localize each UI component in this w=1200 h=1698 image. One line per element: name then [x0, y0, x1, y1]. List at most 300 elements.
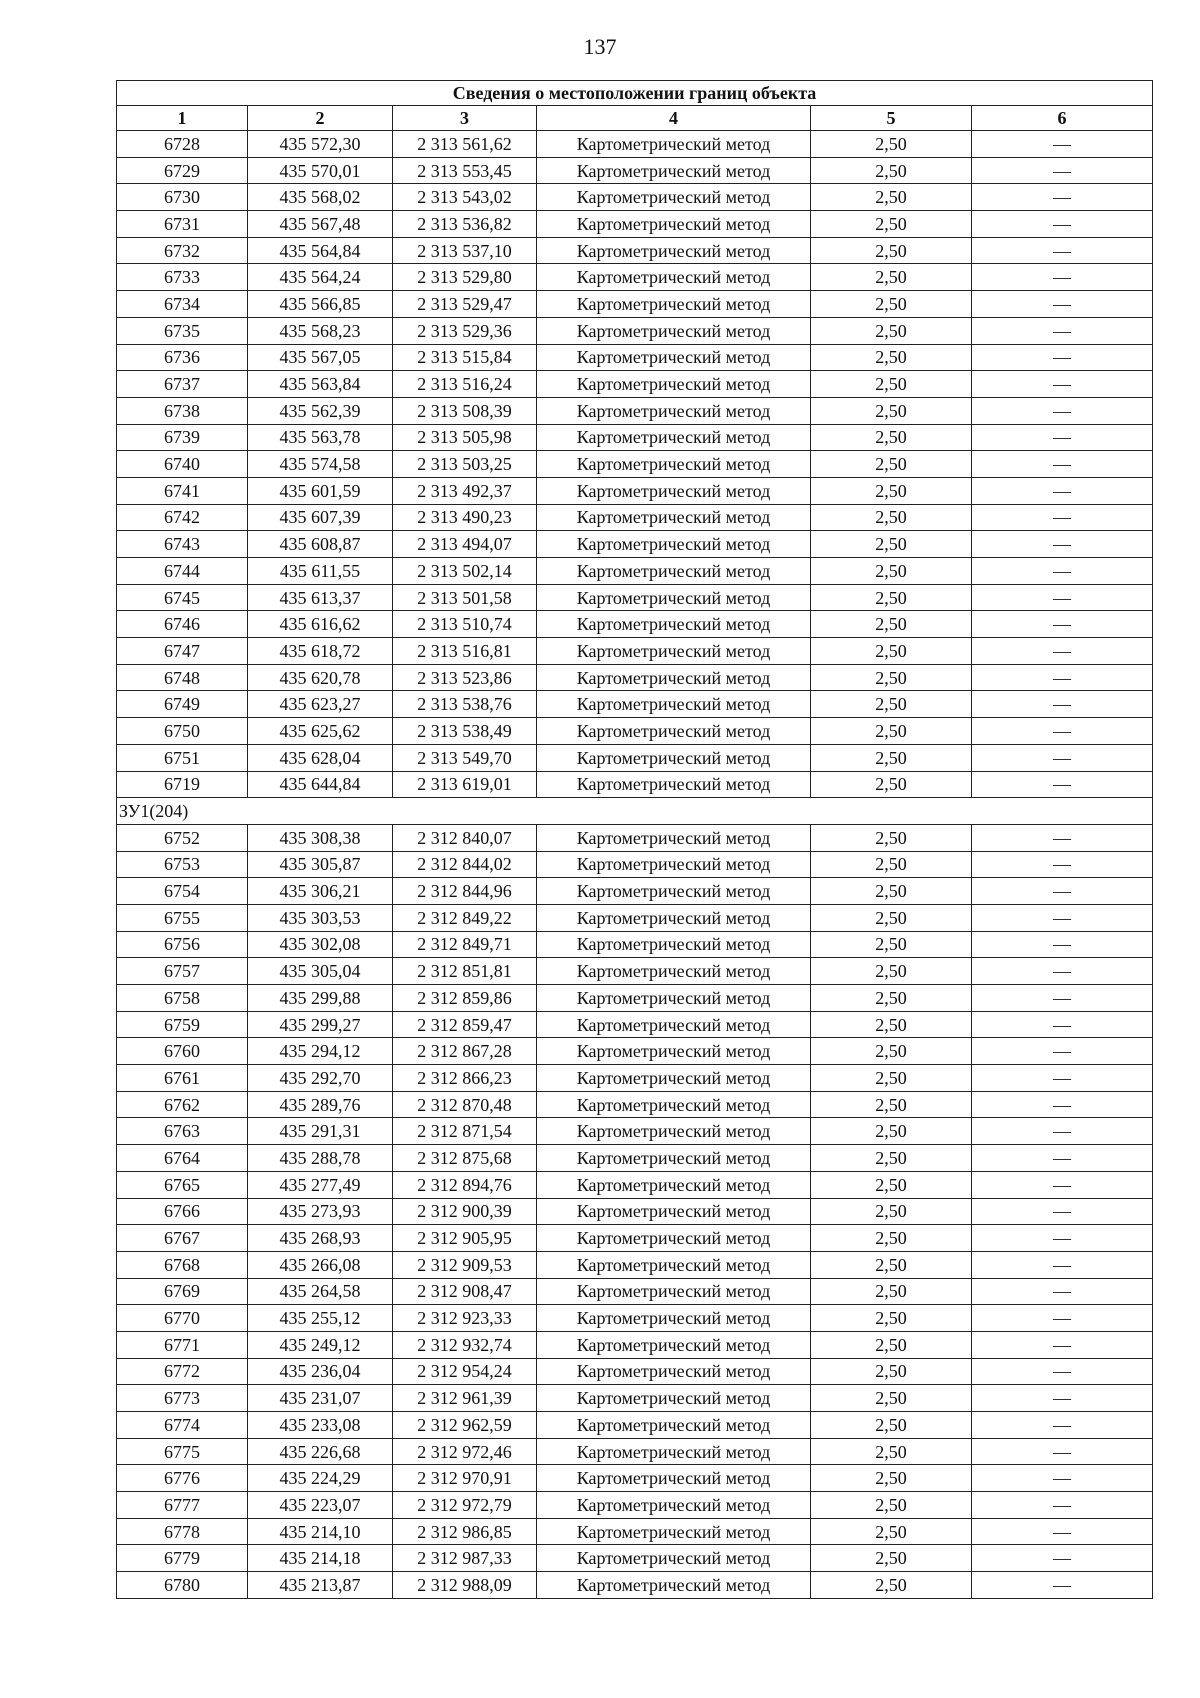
table-header-row	[117, 106, 1153, 131]
table-row	[117, 371, 1153, 398]
table-row	[117, 611, 1153, 638]
x-coordinate-cell: 435 613,37	[248, 584, 393, 611]
method-cell: Картометрический метод	[537, 1091, 811, 1118]
table-row	[117, 1358, 1153, 1385]
point-number-cell: 6742	[117, 504, 248, 531]
y-coordinate-cell: 2 312 875,68	[393, 1145, 537, 1172]
method-cell: Картометрический метод	[537, 878, 811, 905]
description-cell: —	[972, 157, 1153, 184]
accuracy-cell: 2,50	[811, 878, 972, 905]
accuracy-cell: 2,50	[811, 558, 972, 585]
y-coordinate-cell: 2 313 494,07	[393, 531, 537, 558]
method-cell: Картометрический метод	[537, 1145, 811, 1172]
y-coordinate-cell: 2 312 909,53	[393, 1251, 537, 1278]
method-cell: Картометрический метод	[537, 424, 811, 451]
method-cell: Картометрический метод	[537, 904, 811, 931]
x-coordinate-cell: 435 236,04	[248, 1358, 393, 1385]
description-cell: —	[972, 985, 1153, 1012]
table-row	[117, 1145, 1153, 1172]
description-cell: —	[972, 477, 1153, 504]
accuracy-cell: 2,50	[811, 1225, 972, 1252]
y-coordinate-cell: 2 312 986,85	[393, 1518, 537, 1545]
point-number-cell: 6735	[117, 317, 248, 344]
point-number-cell: 6759	[117, 1011, 248, 1038]
table-row	[117, 1492, 1153, 1519]
y-coordinate-cell: 2 312 905,95	[393, 1225, 537, 1252]
point-number-cell: 6775	[117, 1438, 248, 1465]
method-cell: Картометрический метод	[537, 504, 811, 531]
table-row	[117, 985, 1153, 1012]
x-coordinate-cell: 435 607,39	[248, 504, 393, 531]
x-coordinate-cell: 435 224,29	[248, 1465, 393, 1492]
table-row	[117, 718, 1153, 745]
description-cell: —	[972, 1065, 1153, 1092]
method-cell: Картометрический метод	[537, 638, 811, 665]
x-coordinate-cell: 435 302,08	[248, 931, 393, 958]
point-number-cell: 6760	[117, 1038, 248, 1065]
point-number-cell: 6765	[117, 1171, 248, 1198]
x-coordinate-cell: 435 625,62	[248, 718, 393, 745]
point-number-cell: 6766	[117, 1198, 248, 1225]
x-coordinate-cell: 435 563,84	[248, 371, 393, 398]
x-coordinate-cell: 435 255,12	[248, 1305, 393, 1332]
accuracy-cell: 2,50	[811, 1465, 972, 1492]
table-row	[117, 157, 1153, 184]
point-number-cell: 6748	[117, 664, 248, 691]
accuracy-cell: 2,50	[811, 1198, 972, 1225]
method-cell: Картометрический метод	[537, 237, 811, 264]
x-coordinate-cell: 435 564,24	[248, 264, 393, 291]
point-number-cell: 6745	[117, 584, 248, 611]
point-number-cell: 6761	[117, 1065, 248, 1092]
description-cell: —	[972, 1091, 1153, 1118]
point-number-cell: 6737	[117, 371, 248, 398]
point-number-cell: 6741	[117, 477, 248, 504]
point-number-cell: 6749	[117, 691, 248, 718]
x-coordinate-cell: 435 266,08	[248, 1251, 393, 1278]
point-number-cell: 6736	[117, 344, 248, 371]
x-coordinate-cell: 435 566,85	[248, 291, 393, 318]
description-cell: —	[972, 851, 1153, 878]
accuracy-cell: 2,50	[811, 451, 972, 478]
description-cell: —	[972, 531, 1153, 558]
method-cell: Картометрический метод	[537, 397, 811, 424]
table-row	[117, 824, 1153, 851]
table-row	[117, 1251, 1153, 1278]
point-number-cell: 6762	[117, 1091, 248, 1118]
x-coordinate-cell: 435 618,72	[248, 638, 393, 665]
accuracy-cell: 2,50	[811, 1118, 972, 1145]
y-coordinate-cell: 2 312 923,33	[393, 1305, 537, 1332]
method-cell: Картометрический метод	[537, 985, 811, 1012]
table-row	[117, 344, 1153, 371]
point-number-cell: 6740	[117, 451, 248, 478]
point-number-cell: 6780	[117, 1572, 248, 1599]
point-number-cell: 6731	[117, 211, 248, 238]
method-cell: Картометрический метод	[537, 371, 811, 398]
y-coordinate-cell: 2 313 529,36	[393, 317, 537, 344]
point-number-cell: 6764	[117, 1145, 248, 1172]
table-row	[117, 931, 1153, 958]
x-coordinate-cell: 435 601,59	[248, 477, 393, 504]
x-coordinate-cell: 435 277,49	[248, 1171, 393, 1198]
description-cell: —	[972, 397, 1153, 424]
point-number-cell: 6730	[117, 184, 248, 211]
x-coordinate-cell: 435 305,87	[248, 851, 393, 878]
y-coordinate-cell: 2 312 972,79	[393, 1492, 537, 1519]
method-cell: Картометрический метод	[537, 1011, 811, 1038]
method-cell: Картометрический метод	[537, 1385, 811, 1412]
x-coordinate-cell: 435 306,21	[248, 878, 393, 905]
description-cell: —	[972, 1492, 1153, 1519]
point-number-cell: 6752	[117, 824, 248, 851]
y-coordinate-cell: 2 312 866,23	[393, 1065, 537, 1092]
accuracy-cell: 2,50	[811, 531, 972, 558]
method-cell: Картометрический метод	[537, 477, 811, 504]
description-cell: —	[972, 1038, 1153, 1065]
table-row	[117, 904, 1153, 931]
x-coordinate-cell: 435 294,12	[248, 1038, 393, 1065]
point-number-cell: 6779	[117, 1545, 248, 1572]
x-coordinate-cell: 435 288,78	[248, 1145, 393, 1172]
method-cell: Картометрический метод	[537, 958, 811, 985]
description-cell: —	[972, 317, 1153, 344]
x-coordinate-cell: 435 567,48	[248, 211, 393, 238]
table-row	[117, 1518, 1153, 1545]
x-coordinate-cell: 435 305,04	[248, 958, 393, 985]
y-coordinate-cell: 2 312 970,91	[393, 1465, 537, 1492]
description-cell: —	[972, 1171, 1153, 1198]
description-cell: —	[972, 451, 1153, 478]
y-coordinate-cell: 2 312 988,09	[393, 1572, 537, 1599]
table-row	[117, 851, 1153, 878]
y-coordinate-cell: 2 313 490,23	[393, 504, 537, 531]
description-cell: —	[972, 584, 1153, 611]
table-row	[117, 1091, 1153, 1118]
point-number-cell: 6756	[117, 931, 248, 958]
method-cell: Картометрический метод	[537, 824, 811, 851]
column-header: 2	[248, 106, 393, 131]
y-coordinate-cell: 2 312 859,86	[393, 985, 537, 1012]
description-cell: —	[972, 611, 1153, 638]
table-row	[117, 744, 1153, 771]
description-cell: —	[972, 1198, 1153, 1225]
column-header: 4	[537, 106, 811, 131]
column-header: 3	[393, 106, 537, 131]
y-coordinate-cell: 2 312 894,76	[393, 1171, 537, 1198]
accuracy-cell: 2,50	[811, 317, 972, 344]
accuracy-cell: 2,50	[811, 1572, 972, 1599]
table-row	[117, 424, 1153, 451]
description-cell: —	[972, 237, 1153, 264]
section-row	[117, 798, 1153, 825]
y-coordinate-cell: 2 312 851,81	[393, 958, 537, 985]
method-cell: Картометрический метод	[537, 1171, 811, 1198]
table-row	[117, 1225, 1153, 1252]
point-number-cell: 6743	[117, 531, 248, 558]
y-coordinate-cell: 2 313 538,49	[393, 718, 537, 745]
x-coordinate-cell: 435 233,08	[248, 1412, 393, 1439]
accuracy-cell: 2,50	[811, 1518, 972, 1545]
x-coordinate-cell: 435 574,58	[248, 451, 393, 478]
description-cell: —	[972, 1358, 1153, 1385]
point-number-cell: 6770	[117, 1305, 248, 1332]
method-cell: Картометрический метод	[537, 1492, 811, 1519]
x-coordinate-cell: 435 628,04	[248, 744, 393, 771]
accuracy-cell: 2,50	[811, 371, 972, 398]
method-cell: Картометрический метод	[537, 584, 811, 611]
point-number-cell: 6763	[117, 1118, 248, 1145]
point-number-cell: 6754	[117, 878, 248, 905]
y-coordinate-cell: 2 312 908,47	[393, 1278, 537, 1305]
accuracy-cell: 2,50	[811, 237, 972, 264]
accuracy-cell: 2,50	[811, 985, 972, 1012]
table-row	[117, 1011, 1153, 1038]
y-coordinate-cell: 2 312 900,39	[393, 1198, 537, 1225]
table-row	[117, 1331, 1153, 1358]
table-title: Сведения о местоположении границ объекта	[117, 81, 1153, 106]
method-cell: Картометрический метод	[537, 1038, 811, 1065]
x-coordinate-cell: 435 567,05	[248, 344, 393, 371]
accuracy-cell: 2,50	[811, 904, 972, 931]
y-coordinate-cell: 2 312 867,28	[393, 1038, 537, 1065]
x-coordinate-cell: 435 299,27	[248, 1011, 393, 1038]
table-row	[117, 1305, 1153, 1332]
accuracy-cell: 2,50	[811, 1038, 972, 1065]
accuracy-cell: 2,50	[811, 824, 972, 851]
point-number-cell: 6744	[117, 558, 248, 585]
method-cell: Картометрический метод	[537, 771, 811, 798]
point-number-cell: 6732	[117, 237, 248, 264]
x-coordinate-cell: 435 268,93	[248, 1225, 393, 1252]
y-coordinate-cell: 2 312 849,71	[393, 931, 537, 958]
table-row	[117, 211, 1153, 238]
x-coordinate-cell: 435 226,68	[248, 1438, 393, 1465]
table-row	[117, 1438, 1153, 1465]
x-coordinate-cell: 435 299,88	[248, 985, 393, 1012]
x-coordinate-cell: 435 273,93	[248, 1198, 393, 1225]
method-cell: Картометрический метод	[537, 1518, 811, 1545]
y-coordinate-cell: 2 313 492,37	[393, 477, 537, 504]
table-row	[117, 1278, 1153, 1305]
point-number-cell: 6758	[117, 985, 248, 1012]
table-row	[117, 264, 1153, 291]
table-row	[117, 504, 1153, 531]
description-cell: —	[972, 958, 1153, 985]
y-coordinate-cell: 2 312 972,46	[393, 1438, 537, 1465]
x-coordinate-cell: 435 223,07	[248, 1492, 393, 1519]
method-cell: Картометрический метод	[537, 611, 811, 638]
description-cell: —	[972, 638, 1153, 665]
x-coordinate-cell: 435 563,78	[248, 424, 393, 451]
table-row	[117, 1385, 1153, 1412]
method-cell: Картометрический метод	[537, 1465, 811, 1492]
boundary-coordinates-table	[116, 80, 1153, 1599]
accuracy-cell: 2,50	[811, 131, 972, 158]
x-coordinate-cell: 435 291,31	[248, 1118, 393, 1145]
table-row	[117, 958, 1153, 985]
x-coordinate-cell: 435 562,39	[248, 397, 393, 424]
table-row	[117, 771, 1153, 798]
page-number: 137	[583, 34, 617, 59]
x-coordinate-cell: 435 214,10	[248, 1518, 393, 1545]
method-cell: Картометрический метод	[537, 1225, 811, 1252]
method-cell: Картометрический метод	[537, 1278, 811, 1305]
y-coordinate-cell: 2 312 987,33	[393, 1545, 537, 1572]
table-row	[117, 451, 1153, 478]
accuracy-cell: 2,50	[811, 1492, 972, 1519]
table-row	[117, 291, 1153, 318]
table-row	[117, 1465, 1153, 1492]
method-cell: Картометрический метод	[537, 1412, 811, 1439]
point-number-cell: 6733	[117, 264, 248, 291]
method-cell: Картометрический метод	[537, 718, 811, 745]
table-row	[117, 1171, 1153, 1198]
point-number-cell: 6755	[117, 904, 248, 931]
method-cell: Картометрический метод	[537, 851, 811, 878]
method-cell: Картометрический метод	[537, 1198, 811, 1225]
point-number-cell: 6719	[117, 771, 248, 798]
description-cell: —	[972, 1545, 1153, 1572]
y-coordinate-cell: 2 313 529,47	[393, 291, 537, 318]
y-coordinate-cell: 2 313 516,24	[393, 371, 537, 398]
description-cell: —	[972, 131, 1153, 158]
y-coordinate-cell: 2 312 844,96	[393, 878, 537, 905]
table-row	[117, 237, 1153, 264]
y-coordinate-cell: 2 313 516,81	[393, 638, 537, 665]
description-cell: —	[972, 1305, 1153, 1332]
y-coordinate-cell: 2 312 932,74	[393, 1331, 537, 1358]
table-row	[117, 664, 1153, 691]
point-number-cell: 6729	[117, 157, 248, 184]
x-coordinate-cell: 435 568,02	[248, 184, 393, 211]
y-coordinate-cell: 2 313 503,25	[393, 451, 537, 478]
x-coordinate-cell: 435 308,38	[248, 824, 393, 851]
method-cell: Картометрический метод	[537, 1438, 811, 1465]
accuracy-cell: 2,50	[811, 1305, 972, 1332]
x-coordinate-cell: 435 608,87	[248, 531, 393, 558]
y-coordinate-cell: 2 313 619,01	[393, 771, 537, 798]
method-cell: Картометрический метод	[537, 531, 811, 558]
description-cell: —	[972, 1225, 1153, 1252]
accuracy-cell: 2,50	[811, 477, 972, 504]
accuracy-cell: 2,50	[811, 184, 972, 211]
method-cell: Картометрический метод	[537, 211, 811, 238]
point-number-cell: 6746	[117, 611, 248, 638]
table-title-row	[117, 81, 1153, 106]
table-row	[117, 638, 1153, 665]
y-coordinate-cell: 2 313 523,86	[393, 664, 537, 691]
accuracy-cell: 2,50	[811, 1091, 972, 1118]
accuracy-cell: 2,50	[811, 664, 972, 691]
x-coordinate-cell: 435 644,84	[248, 771, 393, 798]
accuracy-cell: 2,50	[811, 1278, 972, 1305]
accuracy-cell: 2,50	[811, 1251, 972, 1278]
description-cell: —	[972, 1118, 1153, 1145]
column-header: 6	[972, 106, 1153, 131]
method-cell: Картометрический метод	[537, 1118, 811, 1145]
table-row	[117, 1545, 1153, 1572]
table-row	[117, 317, 1153, 344]
table-row	[117, 1038, 1153, 1065]
point-number-cell: 6738	[117, 397, 248, 424]
accuracy-cell: 2,50	[811, 424, 972, 451]
y-coordinate-cell: 2 312 844,02	[393, 851, 537, 878]
description-cell: —	[972, 424, 1153, 451]
table-row	[117, 184, 1153, 211]
method-cell: Картометрический метод	[537, 744, 811, 771]
description-cell: —	[972, 878, 1153, 905]
point-number-cell: 6767	[117, 1225, 248, 1252]
point-number-cell: 6769	[117, 1278, 248, 1305]
description-cell: —	[972, 291, 1153, 318]
table-row	[117, 584, 1153, 611]
x-coordinate-cell: 435 264,58	[248, 1278, 393, 1305]
accuracy-cell: 2,50	[811, 638, 972, 665]
accuracy-cell: 2,50	[811, 504, 972, 531]
description-cell: —	[972, 1145, 1153, 1172]
y-coordinate-cell: 2 313 561,62	[393, 131, 537, 158]
description-cell: —	[972, 344, 1153, 371]
method-cell: Картометрический метод	[537, 1545, 811, 1572]
x-coordinate-cell: 435 620,78	[248, 664, 393, 691]
method-cell: Картометрический метод	[537, 264, 811, 291]
accuracy-cell: 2,50	[811, 1145, 972, 1172]
description-cell: —	[972, 211, 1153, 238]
y-coordinate-cell: 2 312 954,24	[393, 1358, 537, 1385]
x-coordinate-cell: 435 572,30	[248, 131, 393, 158]
y-coordinate-cell: 2 313 549,70	[393, 744, 537, 771]
table-row	[117, 878, 1153, 905]
point-number-cell: 6750	[117, 718, 248, 745]
method-cell: Картометрический метод	[537, 1358, 811, 1385]
description-cell: —	[972, 184, 1153, 211]
x-coordinate-cell: 435 213,87	[248, 1572, 393, 1599]
table-row	[117, 1572, 1153, 1599]
y-coordinate-cell: 2 313 537,10	[393, 237, 537, 264]
method-cell: Картометрический метод	[537, 664, 811, 691]
accuracy-cell: 2,50	[811, 851, 972, 878]
description-cell: —	[972, 824, 1153, 851]
accuracy-cell: 2,50	[811, 264, 972, 291]
column-header: 5	[811, 106, 972, 131]
y-coordinate-cell: 2 313 501,58	[393, 584, 537, 611]
y-coordinate-cell: 2 312 840,07	[393, 824, 537, 851]
section-label: ЗУ1(204)	[117, 798, 1153, 825]
description-cell: —	[972, 691, 1153, 718]
description-cell: —	[972, 718, 1153, 745]
accuracy-cell: 2,50	[811, 291, 972, 318]
table-row	[117, 691, 1153, 718]
method-cell: Картометрический метод	[537, 558, 811, 585]
accuracy-cell: 2,50	[811, 611, 972, 638]
table-row	[117, 1065, 1153, 1092]
y-coordinate-cell: 2 313 538,76	[393, 691, 537, 718]
description-cell: —	[972, 371, 1153, 398]
description-cell: —	[972, 1331, 1153, 1358]
accuracy-cell: 2,50	[811, 1011, 972, 1038]
description-cell: —	[972, 504, 1153, 531]
method-cell: Картометрический метод	[537, 1331, 811, 1358]
x-coordinate-cell: 435 214,18	[248, 1545, 393, 1572]
y-coordinate-cell: 2 312 961,39	[393, 1385, 537, 1412]
y-coordinate-cell: 2 312 870,48	[393, 1091, 537, 1118]
method-cell: Картометрический метод	[537, 1305, 811, 1332]
description-cell: —	[972, 1278, 1153, 1305]
y-coordinate-cell: 2 313 543,02	[393, 184, 537, 211]
table-body	[117, 81, 1153, 1599]
description-cell: —	[972, 1011, 1153, 1038]
